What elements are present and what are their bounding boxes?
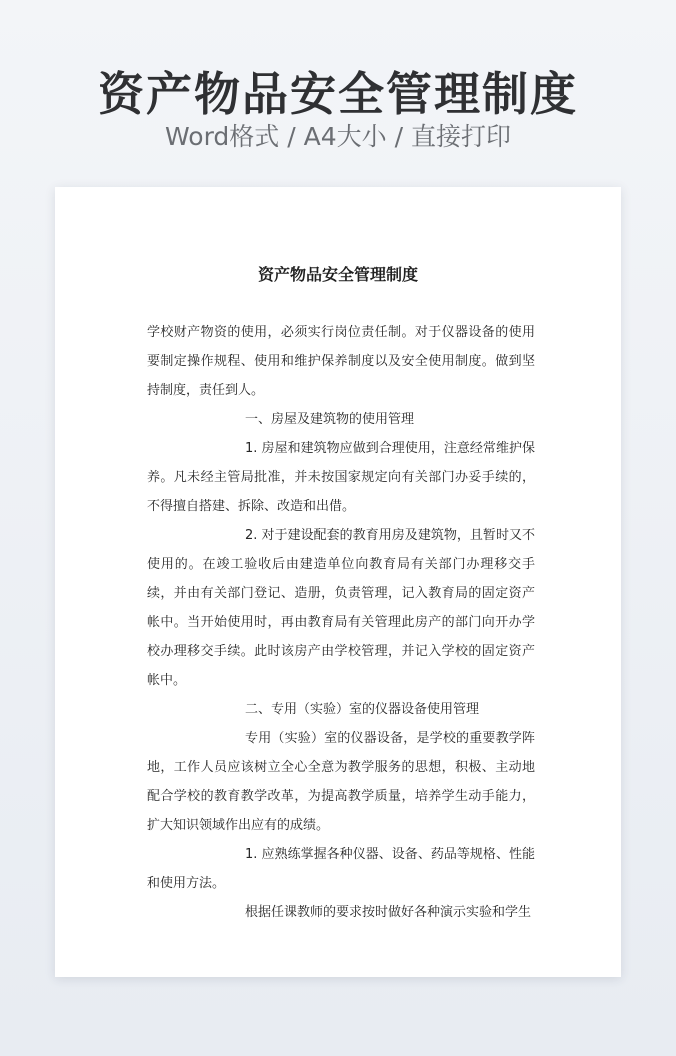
document-heading: 资产物品安全管理制度: [257, 265, 418, 284]
paragraph-labs-2: 根据任课教师的要求按时做好各种演示实验和学生: [245, 905, 532, 920]
banner-title: 资产物品安全管理制度: [98, 67, 578, 121]
banner-subtitle: Word格式 / A4大小 / 直接打印: [165, 122, 511, 151]
paragraph-labs-intro: 专用（实验）室的仪器设备，是学校的重要教学阵地，工作人员应该树立全心全意为教学服务的思想，积极、主动地配合学校的教育教学改革，为提高教学质量，培养学生动手能力，扩大知识领域作出应有的成绩。: [147, 731, 535, 833]
paragraph-buildings-1: 1. 房屋和建筑物应做到合理使用，注意经常维护保养。凡未经主管局批准，并未按国家规定向有关部门办妥手续的，不得擅自搭建、拆除、改造和出借。: [147, 441, 535, 514]
section-heading-buildings: 一、房屋及建筑物的使用管理: [245, 412, 415, 427]
paragraph-buildings-2: 2. 对于建设配套的教育用房及建筑物，且暂时又不使用的。在竣工验收后由建造单位向教育局有关部门办理移交手续，并由有关部门登记、造册，负责管理，记入教育局的固定资产帐中。当开始使用时，再由教育局有关管理此房产的部门向开办学校办理移交手续。此时该房产由学校管理，并记入学校的固定资产帐中。: [147, 528, 535, 688]
paragraph-intro: 学校财产物资的使用，必须实行岗位责任制。对于仪器设备的使用要制定操作规程、使用和维护保养制度以及安全使用制度。做到坚持制度，责任到人。: [147, 325, 535, 398]
section-heading-labs: 二、专用（实验）室的仪器设备使用管理: [245, 702, 480, 717]
document-body: [147, 318, 535, 927]
paragraph-labs-1: 1. 应熟练掌握各种仪器、设备、药品等规格、性能和使用方法。: [147, 847, 535, 891]
